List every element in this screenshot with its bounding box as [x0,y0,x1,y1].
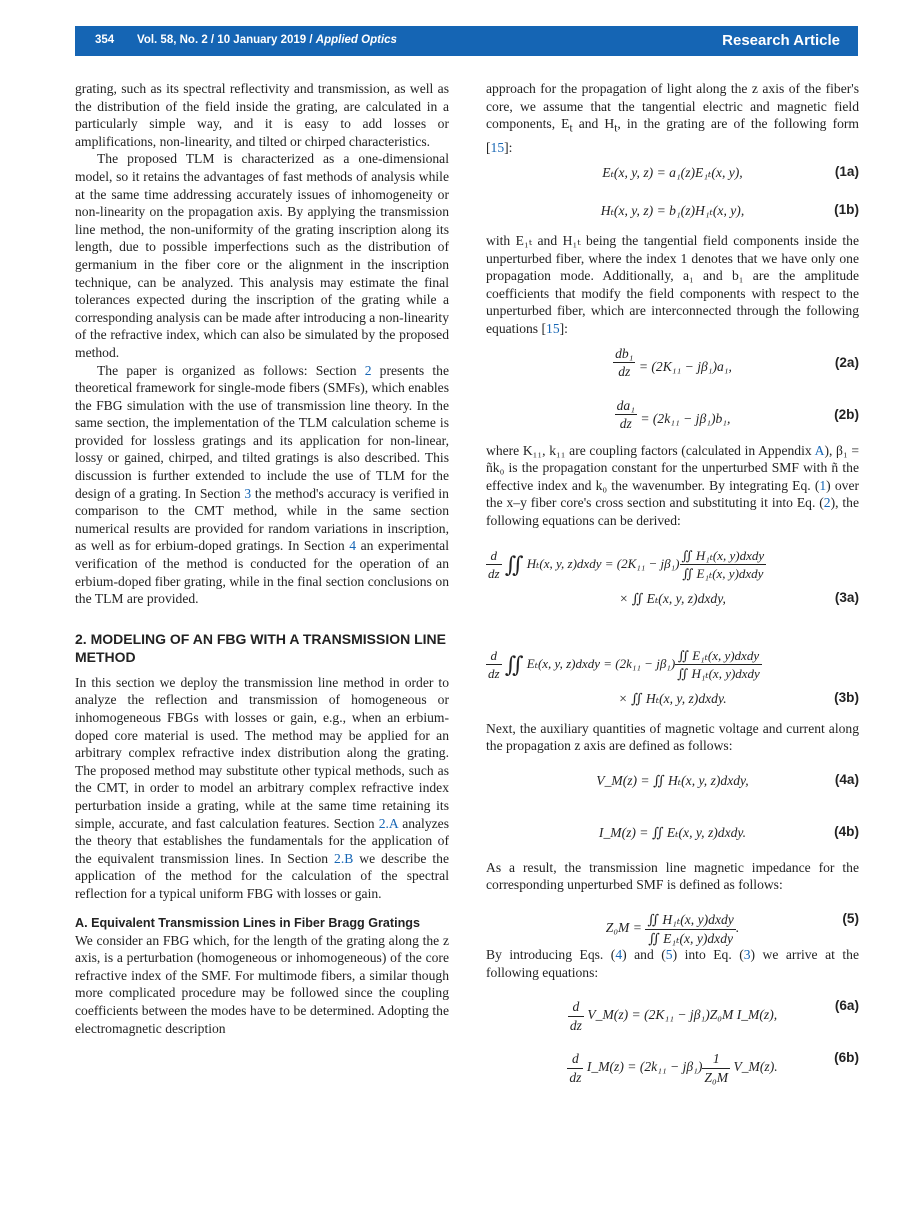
section-link[interactable]: 2 [364,362,372,378]
equation-3a: $\frac{d}{dz}$ ∬ Hₜ(x, y, z)dxdy = (2K₁₁ − jβ₁) $\frac{\text{∬ H₁ₜ(x, y)dxdy}}{\text{∬ E₁ₜ(x, y)dxdy}}$ [488,547,765,582]
journal-citation: Vol. 58, No. 2 / 10 January 2019 / Applied Optics [137,34,397,46]
paragraph: In this section we deploy the transmission line method in order to analyze the reflection and transmission of homogeneous or inhomogeneous FBGs with losses or gain, e.g., when an erbium-doped core material is used. The method may be applied for an arbitrary complex refractive index distribution along the grating. The proposed method may substitute other typical methods, such as the CMT, in order to model an arbitrary complex refractive index perturbation inside a grating, while at the same time retaining its simple, accurate, and fast calculation features. Section 2.A analyzes the theory that establishes the fundamentals for the application of the equivalent transmission lines. In Section 2.B we describe the application of the method for the calculation of the spectral reflection for a typical uniform FBG with losses or gain. [75,674,449,901]
reference-link[interactable]: 15 [490,139,505,155]
equation-2a: $\frac{\text{db₁}}{dz}$ = (2K₁₁ − jβ₁)a₁, (2a) [615,345,859,380]
paragraph: grating, such as its spectral reflectivity and transmission, as well as the distribution of the field inside the grating, are calculated in a particularly simple way, and it is easy to add losses or amplifications, non-linearity, and tilted or chirped characteristics. [75,81,449,149]
paragraph: with E₁ₜ and H₁ₜ being the tangential field components inside the unperturbed fiber, where the index 1 denotes that we have only one propagation mode. Additionally, a₁ and b₁ are the amplitude coefficients that modify the field components with respect to the unperturbed fiber, which are interconnected through the following equations [15]: [486,233,859,337]
equation-6a: $\frac{d}{dz}$ V_M(z) = (2K₁₁ − jβ₁)Z₀M I_M(z), (6a) [569,998,859,1033]
equation-4a: V_M(z) = ∬ Hₜ(x, y, z)dxdy, (4a) [596,771,859,788]
paragraph: where K₁₁, k₁₁ are coupling factors (calculated in Appendix A), β₁ = ñk₀ is the propagation constant for the unperturbed SMF with ñ the effective index and k₀ the wavenumber. By integrating Eq. (1) over the x–y fiber core's cross section and substituting it into Eq. (2), the following equations can be derived: [486,442,860,529]
equation-6b: $\frac{d}{dz}$ I_M(z) = (2k₁₁ − jβ₁) $\frac{1}{\text{Z₀M}}$ V_M(z). (6b) [569,1050,859,1085]
equation-link[interactable]: 2 [823,495,831,511]
equation-link[interactable]: 3 [743,947,751,962]
paragraph: The paper is organized as follows: Section 2 presents the theoretical framework for single-mode fibers (SMFs), which enables the FBG simulation with the use of transmission line theory. In the same section, the implementation of the TLM calculation scheme is provided for lossless gratings and its application for non-linear, lossy or gained, chirped, and tilted gratings is also described. This discussion is further extended to include the use of TLM for the design of a grating. In Section 3 the method's accuracy is verified in comparison to the CMT method, while in the same section numerical results are provided for random variations in inscription, as well as for erbium-doped gratings. In Section 4 an experimental verification of the method is conducted for the operation of an erbium-doped fiber grating, while in the final section conclusions on the TLM are provided. [75,362,450,607]
equation-4b: I_M(z) = ∬ Eₜ(x, y, z)dxdy. (4b) [598,823,859,840]
paragraph: approach for the propagation of light along the z axis of the fiber's core, we assume that the tangential electric and magnetic field components, $E_t$ and $H_t$, in the grating are of the following form [15]: [486,81,859,155]
left-column [75,80,449,1037]
section-link[interactable]: 4 [349,538,357,554]
section-link[interactable]: 3 [244,485,252,501]
paragraph: We consider an FBG which, for the length of the grating along the z axis, is a perturbation (homogeneous or inhomogeneous) of the core refractive index of the SMF. For multimode fibers, a similar though more complicated procedure may be followed since the coupling coefficients between the modes have to be determined. Adopting the electromagnetic description [75,932,449,1036]
equation-link[interactable]: 4 [615,947,623,962]
section-link[interactable]: 2.A [378,815,398,831]
equation-link[interactable]: 1 [819,477,827,493]
equation-1a: Eₜ(x, y, z) = a₁(z)E₁ₜ(x, y), (1a) [602,164,859,181]
paragraph: As a result, the transmission line magnetic impedance for the corresponding unperturbed SMF is defined as follows: [486,859,859,893]
equation-3b: $\frac{d}{dz}$ ∬ Eₜ(x, y, z)dxdy = (2k₁₁ − jβ₁) $\frac{\text{∬ E₁ₜ(x, y)dxdy}}{\text{∬ H₁ₜ(x, y)dxdy}}$ [488,647,760,682]
equation-link[interactable]: 5 [665,947,673,962]
equation-1b: Hₜ(x, y, z) = b₁(z)H₁ₜ(x, y), (1b) [600,202,859,219]
equation-3b-continued: × ∬ Hₜ(x, y, z)dxdy. (3b) [618,689,859,706]
page-number: 354 [95,34,115,46]
right-column [486,80,859,1085]
equation-3a-continued: × ∬ Eₜ(x, y, z)dxdy, (3a) [619,589,859,606]
appendix-link[interactable]: A [814,442,825,458]
subsection-heading: A. Equivalent Transmission Lines in Fiber Bragg Gratings [75,915,420,930]
equation-5: Z₀M = $\frac{\text{∬ H₁ₜ(x, y)dxdy}}{\text{∬ E₁ₜ(x, y)dxdy}}$ . (5) [605,911,859,946]
article-type: Research Article [722,32,840,49]
section-link[interactable]: 2.B [334,850,354,866]
paragraph: By introducing Eqs. (4) and (5) into Eq. (3) we arrive at the following equations: [486,947,859,980]
section-heading: 2. MODELING OF AN FBG WITH A TRANSMISSION LINE METHOD [75,630,446,665]
equation-2b: $\frac{\text{da₁}}{dz}$ = (2k₁₁ − jβ₁)b₁, (2b) [616,397,859,432]
reference-link[interactable]: 15 [546,321,560,337]
page-header-bar [75,26,858,56]
paragraph: Next, the auxiliary quantities of magnetic voltage and current along the propagation z axis are defined as follows: [486,720,859,754]
paragraph: The proposed TLM is characterized as a one-dimensional model, so it retains the advantages of fast methods of analysis while at the same time addressing accurately issues of inhomogeneity or non-linearity on the propagation axis. By applying the transmission line method, the non-uniformity of the grating inscription along its length, due to possible imperfections such as the distribution of germanium in the fiber core or the alignment in the inscription technique, can be analyzed. This analysis may estimate the final tolerances expected during the inscription of the grating while a corresponding analysis can be made after introducing a non-linearity of the refractive index, which can also be simulated by the proposed method. [75,151,449,360]
